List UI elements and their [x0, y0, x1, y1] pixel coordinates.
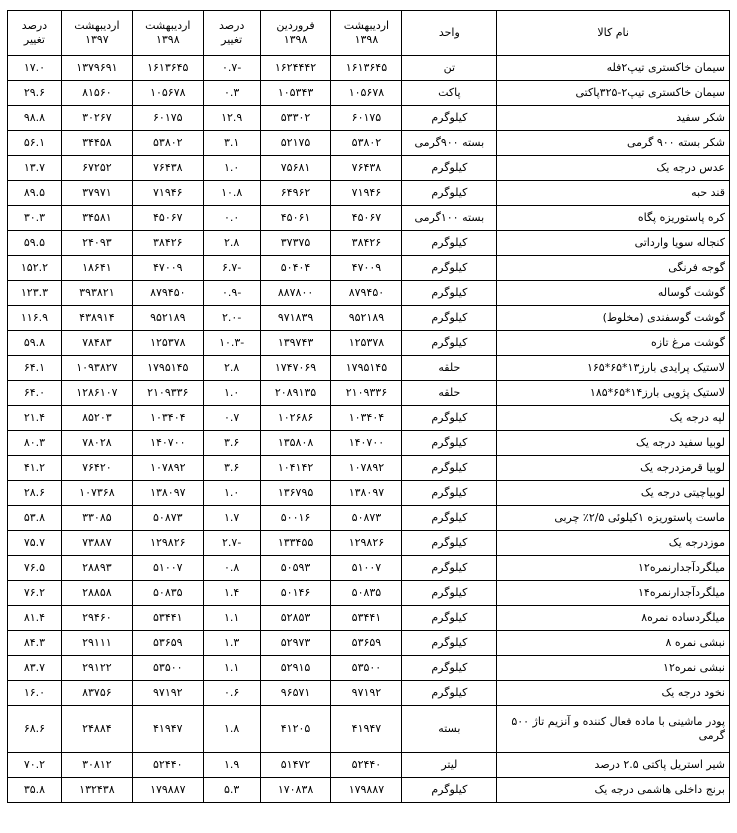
cell-monthly-change: -۱۰.۳ — [203, 331, 260, 356]
cell-ordibehesht-1397: ۲۸۸۹۳ — [61, 556, 132, 581]
table-row — [8, 256, 730, 281]
cell-yearly-change: ۷۵.۷ — [8, 531, 62, 556]
cell-unit: تن — [402, 56, 497, 81]
cell-item-name: لاستیک پرایدی بارز۱۳*۶۵*۱۶۵ — [497, 356, 730, 381]
cell-ordibehesht-1398: ۸۷۹۴۵۰ — [331, 281, 402, 306]
cell-ordibehesht-1398-b: ۶۰۱۷۵ — [132, 106, 203, 131]
cell-yearly-change: ۵۶.۱ — [8, 131, 62, 156]
cell-farvardin-1398: ۴۵۰۶۱ — [260, 206, 331, 231]
cell-ordibehesht-1398: ۹۷۱۹۲ — [331, 681, 402, 706]
cell-ordibehesht-1398-b: ۵۲۴۴۰ — [132, 753, 203, 778]
cell-monthly-change: ۱.۴ — [203, 581, 260, 606]
cell-item-name: کره پاستوریزه پگاه — [497, 206, 730, 231]
cell-unit: کیلوگرم — [402, 431, 497, 456]
cell-farvardin-1398: ۶۴۹۶۲ — [260, 181, 331, 206]
cell-ordibehesht-1398: ۱۶۱۳۶۴۵ — [331, 56, 402, 81]
cell-yearly-change: ۳۰.۳ — [8, 206, 62, 231]
header-ordibehesht-1398-b: اردیبهشت ۱۳۹۸ — [132, 11, 203, 56]
cell-monthly-change: ۱.۱ — [203, 606, 260, 631]
cell-monthly-change: ۱۰.۸ — [203, 181, 260, 206]
cell-item-name: میلگردساده نمره۸ — [497, 606, 730, 631]
cell-ordibehesht-1397: ۶۷۲۵۲ — [61, 156, 132, 181]
cell-ordibehesht-1398-b: ۱۷۹۵۱۴۵ — [132, 356, 203, 381]
cell-yearly-change: ۹۸.۸ — [8, 106, 62, 131]
cell-ordibehesht-1398-b: ۷۶۴۳۸ — [132, 156, 203, 181]
cell-monthly-change: ۰.۷ — [203, 406, 260, 431]
cell-monthly-change: ۲.۸ — [203, 231, 260, 256]
cell-farvardin-1398: ۱۳۹۷۴۳ — [260, 331, 331, 356]
cell-farvardin-1398: ۵۰۱۴۶ — [260, 581, 331, 606]
cell-ordibehesht-1398-b: ۵۳۵۰۰ — [132, 656, 203, 681]
cell-item-name: شیر استریل پاکتی ۲.۵ درصد — [497, 753, 730, 778]
cell-yearly-change: ۸۳.۷ — [8, 656, 62, 681]
cell-monthly-change: ۱.۱ — [203, 656, 260, 681]
cell-ordibehesht-1398-b: ۱۶۱۳۶۴۵ — [132, 56, 203, 81]
cell-ordibehesht-1398-b: ۱۴۰۷۰۰ — [132, 431, 203, 456]
cell-yearly-change: ۲۱.۴ — [8, 406, 62, 431]
cell-farvardin-1398: ۹۶۵۷۱ — [260, 681, 331, 706]
cell-ordibehesht-1398-b: ۱۰۳۴۰۴ — [132, 406, 203, 431]
cell-unit: کیلوگرم — [402, 556, 497, 581]
cell-ordibehesht-1398: ۱۰۷۸۹۲ — [331, 456, 402, 481]
cell-ordibehesht-1397: ۳۴۴۵۸ — [61, 131, 132, 156]
cell-ordibehesht-1397: ۳۴۵۸۱ — [61, 206, 132, 231]
cell-farvardin-1398: ۱۷۴۷۰۶۹ — [260, 356, 331, 381]
cell-item-name: میلگردآجدارنمره۱۴ — [497, 581, 730, 606]
table-row — [8, 281, 730, 306]
table-row — [8, 456, 730, 481]
cell-ordibehesht-1398-b: ۱۳۸۰۹۷ — [132, 481, 203, 506]
cell-unit: کیلوگرم — [402, 256, 497, 281]
cell-yearly-change: ۸۹.۵ — [8, 181, 62, 206]
cell-ordibehesht-1398: ۲۱۰۹۳۳۶ — [331, 381, 402, 406]
cell-ordibehesht-1397: ۱۸۶۴۱ — [61, 256, 132, 281]
cell-item-name: گوشت مرغ تازه — [497, 331, 730, 356]
cell-ordibehesht-1397: ۱۳۷۹۶۹۱ — [61, 56, 132, 81]
cell-item-name: کنجاله سویا وارداتی — [497, 231, 730, 256]
cell-farvardin-1398: ۱۰۴۱۴۲ — [260, 456, 331, 481]
table-row — [8, 506, 730, 531]
cell-monthly-change: ۰.۰ — [203, 206, 260, 231]
cell-monthly-change: ۰.۸ — [203, 556, 260, 581]
cell-unit: کیلوگرم — [402, 656, 497, 681]
cell-monthly-change: ۳.۶ — [203, 431, 260, 456]
cell-monthly-change: -۲.۰ — [203, 306, 260, 331]
cell-unit: کیلوگرم — [402, 156, 497, 181]
cell-monthly-change: ۳.۱ — [203, 131, 260, 156]
table-row — [8, 706, 730, 753]
cell-ordibehesht-1397: ۱۳۲۴۳۸ — [61, 778, 132, 803]
cell-yearly-change: ۱۳.۷ — [8, 156, 62, 181]
cell-yearly-change: ۵۹.۵ — [8, 231, 62, 256]
cell-ordibehesht-1398-b: ۱۲۵۳۷۸ — [132, 331, 203, 356]
cell-yearly-change: ۶۸.۶ — [8, 706, 62, 753]
cell-yearly-change: ۵۳.۸ — [8, 506, 62, 531]
cell-farvardin-1398: ۳۷۳۷۵ — [260, 231, 331, 256]
cell-ordibehesht-1398: ۵۳۸۰۲ — [331, 131, 402, 156]
cell-ordibehesht-1398: ۱۳۸۰۹۷ — [331, 481, 402, 506]
cell-ordibehesht-1398: ۷۱۹۴۶ — [331, 181, 402, 206]
cell-item-name: سیمان خاکستری تیپ۲-۳۲۵پاکتی — [497, 81, 730, 106]
cell-monthly-change: ۱.۳ — [203, 631, 260, 656]
price-table — [7, 10, 730, 803]
table-body — [8, 56, 730, 803]
cell-ordibehesht-1398: ۹۵۲۱۸۹ — [331, 306, 402, 331]
cell-yearly-change: ۱۷.۰ — [8, 56, 62, 81]
table-row — [8, 778, 730, 803]
cell-yearly-change: ۱۱۶.۹ — [8, 306, 62, 331]
cell-farvardin-1398: ۴۱۲۰۵ — [260, 706, 331, 753]
cell-farvardin-1398: ۵۱۴۷۲ — [260, 753, 331, 778]
cell-monthly-change: -۲.۷ — [203, 531, 260, 556]
cell-unit: کیلوگرم — [402, 778, 497, 803]
cell-ordibehesht-1397: ۷۳۸۸۷ — [61, 531, 132, 556]
cell-farvardin-1398: ۲۰۸۹۱۳۵ — [260, 381, 331, 406]
cell-ordibehesht-1398: ۵۳۵۰۰ — [331, 656, 402, 681]
cell-item-name: شکر بسته ۹۰۰ گرمی — [497, 131, 730, 156]
cell-ordibehesht-1398: ۱۲۵۳۷۸ — [331, 331, 402, 356]
cell-ordibehesht-1397: ۳۳۰۸۵ — [61, 506, 132, 531]
cell-yearly-change: ۱۶.۰ — [8, 681, 62, 706]
table-row — [8, 381, 730, 406]
cell-ordibehesht-1398: ۱۰۵۶۷۸ — [331, 81, 402, 106]
table-row — [8, 156, 730, 181]
cell-farvardin-1398: ۵۲۹۱۵ — [260, 656, 331, 681]
cell-monthly-change: ۱.۹ — [203, 753, 260, 778]
cell-farvardin-1398: ۱۳۵۸۰۸ — [260, 431, 331, 456]
cell-unit: لیتر — [402, 753, 497, 778]
cell-item-name: گوجه فرنگی — [497, 256, 730, 281]
cell-ordibehesht-1398: ۷۶۴۳۸ — [331, 156, 402, 181]
cell-item-name: پودر ماشینی با ماده فعال کننده و آنزیم تاژ ۵۰۰ گرمی — [497, 706, 730, 753]
cell-ordibehesht-1398: ۵۳۶۵۹ — [331, 631, 402, 656]
cell-unit: بسته ۱۰۰گرمی — [402, 206, 497, 231]
table-row — [8, 631, 730, 656]
cell-farvardin-1398: ۵۲۸۵۳ — [260, 606, 331, 631]
header-item-name: نام کالا — [497, 11, 730, 56]
cell-unit: کیلوگرم — [402, 681, 497, 706]
table-row — [8, 231, 730, 256]
cell-ordibehesht-1397: ۳۷۹۷۱ — [61, 181, 132, 206]
cell-farvardin-1398: ۵۲۹۷۳ — [260, 631, 331, 656]
cell-monthly-change: ۰.۳ — [203, 81, 260, 106]
cell-yearly-change: ۲۹.۶ — [8, 81, 62, 106]
cell-unit: کیلوگرم — [402, 631, 497, 656]
header-monthly-change: درصد تغییر — [203, 11, 260, 56]
cell-item-name: عدس درجه یک — [497, 156, 730, 181]
cell-ordibehesht-1398: ۴۵۰۶۷ — [331, 206, 402, 231]
cell-item-name: شکر سفید — [497, 106, 730, 131]
cell-unit: کیلوگرم — [402, 506, 497, 531]
cell-monthly-change: -۰.۷ — [203, 56, 260, 81]
cell-item-name: نبشی نمره ۸ — [497, 631, 730, 656]
cell-ordibehesht-1398: ۴۱۹۴۷ — [331, 706, 402, 753]
cell-item-name: گوشت گوساله — [497, 281, 730, 306]
cell-ordibehesht-1397: ۷۶۴۲۰ — [61, 456, 132, 481]
cell-ordibehesht-1397: ۸۳۷۵۶ — [61, 681, 132, 706]
cell-ordibehesht-1398-b: ۵۰۸۳۵ — [132, 581, 203, 606]
cell-monthly-change: ۱.۰ — [203, 381, 260, 406]
cell-ordibehesht-1397: ۲۹۴۶۰ — [61, 606, 132, 631]
cell-unit: کیلوگرم — [402, 106, 497, 131]
table-row — [8, 531, 730, 556]
cell-ordibehesht-1398-b: ۲۱۰۹۳۳۶ — [132, 381, 203, 406]
cell-ordibehesht-1398-b: ۴۷۰۰۹ — [132, 256, 203, 281]
cell-ordibehesht-1398-b: ۸۷۹۴۵۰ — [132, 281, 203, 306]
cell-item-name: لوبیاچیتی درجه یک — [497, 481, 730, 506]
cell-yearly-change: ۳۵.۸ — [8, 778, 62, 803]
table-row — [8, 681, 730, 706]
cell-monthly-change: ۱.۰ — [203, 156, 260, 181]
cell-ordibehesht-1397: ۲۹۱۱۱ — [61, 631, 132, 656]
cell-item-name: لوبیا قرمزدرجه یک — [497, 456, 730, 481]
table-row — [8, 206, 730, 231]
cell-ordibehesht-1397: ۴۳۸۹۱۴ — [61, 306, 132, 331]
cell-ordibehesht-1398-b: ۵۳۸۰۲ — [132, 131, 203, 156]
cell-monthly-change: ۰.۶ — [203, 681, 260, 706]
cell-ordibehesht-1397: ۳۰۸۱۲ — [61, 753, 132, 778]
cell-item-name: لپه درجه یک — [497, 406, 730, 431]
cell-ordibehesht-1398: ۵۲۴۴۰ — [331, 753, 402, 778]
cell-unit: حلقه — [402, 356, 497, 381]
cell-ordibehesht-1398-b: ۵۳۴۴۱ — [132, 606, 203, 631]
cell-ordibehesht-1398: ۱۷۹۵۱۴۵ — [331, 356, 402, 381]
cell-ordibehesht-1398: ۵۰۸۳۵ — [331, 581, 402, 606]
cell-item-name: ماست پاستوریزه ۱کیلوئی ۲/۵٪ چربی — [497, 506, 730, 531]
cell-yearly-change: ۸۴.۳ — [8, 631, 62, 656]
header-row — [8, 11, 730, 56]
table-row — [8, 306, 730, 331]
header-yearly-change: درصد تغییر — [8, 11, 62, 56]
table-row — [8, 106, 730, 131]
cell-yearly-change: ۶۴.۱ — [8, 356, 62, 381]
cell-ordibehesht-1398-b: ۷۱۹۴۶ — [132, 181, 203, 206]
cell-farvardin-1398: ۱۰۵۳۴۳ — [260, 81, 331, 106]
cell-ordibehesht-1398-b: ۵۰۸۷۳ — [132, 506, 203, 531]
header-unit: واحد — [402, 11, 497, 56]
table-row — [8, 181, 730, 206]
cell-farvardin-1398: ۱۷۰۸۳۸ — [260, 778, 331, 803]
cell-ordibehesht-1397: ۲۴۸۸۴ — [61, 706, 132, 753]
cell-ordibehesht-1398-b: ۵۳۶۵۹ — [132, 631, 203, 656]
cell-ordibehesht-1398-b: ۱۰۵۶۷۸ — [132, 81, 203, 106]
cell-monthly-change: -۶.۷ — [203, 256, 260, 281]
cell-farvardin-1398: ۵۳۳۰۲ — [260, 106, 331, 131]
cell-item-name: نبشی نمره۱۲ — [497, 656, 730, 681]
cell-ordibehesht-1397: ۷۸۴۸۳ — [61, 331, 132, 356]
cell-item-name: میلگردآجدارنمره۱۲ — [497, 556, 730, 581]
cell-monthly-change: ۳.۶ — [203, 456, 260, 481]
cell-farvardin-1398: ۵۰۴۰۴ — [260, 256, 331, 281]
table-row — [8, 81, 730, 106]
cell-unit: کیلوگرم — [402, 531, 497, 556]
table-row — [8, 556, 730, 581]
cell-yearly-change: ۶۴.۰ — [8, 381, 62, 406]
cell-ordibehesht-1398-b: ۵۱۰۰۷ — [132, 556, 203, 581]
cell-unit: کیلوگرم — [402, 181, 497, 206]
table-row — [8, 481, 730, 506]
cell-unit: کیلوگرم — [402, 281, 497, 306]
cell-farvardin-1398: ۹۷۱۸۳۹ — [260, 306, 331, 331]
cell-unit: کیلوگرم — [402, 306, 497, 331]
cell-ordibehesht-1397: ۲۸۸۵۸ — [61, 581, 132, 606]
table-row — [8, 656, 730, 681]
cell-unit: پاکت — [402, 81, 497, 106]
cell-farvardin-1398: ۵۰۵۹۳ — [260, 556, 331, 581]
cell-ordibehesht-1398: ۳۸۴۲۶ — [331, 231, 402, 256]
table-row — [8, 331, 730, 356]
cell-yearly-change: ۵۹.۸ — [8, 331, 62, 356]
cell-ordibehesht-1397: ۳۰۲۶۷ — [61, 106, 132, 131]
cell-ordibehesht-1398: ۵۳۴۴۱ — [331, 606, 402, 631]
cell-yearly-change: ۸۱.۴ — [8, 606, 62, 631]
cell-ordibehesht-1398-b: ۱۷۹۸۸۷ — [132, 778, 203, 803]
cell-farvardin-1398: ۱۰۲۶۸۶ — [260, 406, 331, 431]
table-row — [8, 581, 730, 606]
cell-ordibehesht-1398: ۵۱۰۰۷ — [331, 556, 402, 581]
cell-ordibehesht-1398-b: ۴۱۹۴۷ — [132, 706, 203, 753]
cell-monthly-change: ۱.۸ — [203, 706, 260, 753]
cell-ordibehesht-1397: ۱۲۸۶۱۰۷ — [61, 381, 132, 406]
cell-farvardin-1398: ۵۲۱۷۵ — [260, 131, 331, 156]
header-ordibehesht-1398: اردیبهشت ۱۳۹۸ — [331, 11, 402, 56]
cell-yearly-change: ۷۶.۵ — [8, 556, 62, 581]
cell-ordibehesht-1398: ۴۷۰۰۹ — [331, 256, 402, 281]
cell-unit: کیلوگرم — [402, 606, 497, 631]
cell-farvardin-1398: ۷۵۶۸۱ — [260, 156, 331, 181]
cell-unit: حلقه — [402, 381, 497, 406]
cell-monthly-change: ۱۲.۹ — [203, 106, 260, 131]
cell-ordibehesht-1398: ۵۰۸۷۳ — [331, 506, 402, 531]
cell-item-name: گوشت گوسفندی (مخلوط) — [497, 306, 730, 331]
cell-monthly-change: ۵.۳ — [203, 778, 260, 803]
cell-ordibehesht-1397: ۲۴۰۹۳ — [61, 231, 132, 256]
header-farvardin-1398: فروردین ۱۳۹۸ — [260, 11, 331, 56]
cell-ordibehesht-1398-b: ۹۷۱۹۲ — [132, 681, 203, 706]
cell-farvardin-1398: ۵۰۰۱۶ — [260, 506, 331, 531]
table-row — [8, 431, 730, 456]
cell-monthly-change: ۱.۷ — [203, 506, 260, 531]
cell-yearly-change: ۲۸.۶ — [8, 481, 62, 506]
cell-item-name: موزدرجه یک — [497, 531, 730, 556]
cell-item-name: لاستیک پژویی بارز۱۴*۶۵*۱۸۵ — [497, 381, 730, 406]
cell-monthly-change: ۱.۰ — [203, 481, 260, 506]
cell-unit: بسته ۹۰۰گرمی — [402, 131, 497, 156]
cell-item-name: سیمان خاکستری تیپ۲فله — [497, 56, 730, 81]
cell-unit: کیلوگرم — [402, 481, 497, 506]
cell-item-name: برنج داخلی هاشمی درجه یک — [497, 778, 730, 803]
cell-ordibehesht-1397: ۱۰۹۳۸۲۷ — [61, 356, 132, 381]
table-row — [8, 56, 730, 81]
cell-ordibehesht-1398: ۱۲۹۸۲۶ — [331, 531, 402, 556]
cell-ordibehesht-1398-b: ۳۸۴۲۶ — [132, 231, 203, 256]
cell-ordibehesht-1398: ۱۰۳۴۰۴ — [331, 406, 402, 431]
cell-yearly-change: ۷۶.۲ — [8, 581, 62, 606]
cell-yearly-change: ۷۰.۲ — [8, 753, 62, 778]
cell-ordibehesht-1398-b: ۹۵۲۱۸۹ — [132, 306, 203, 331]
cell-monthly-change: -۰.۹ — [203, 281, 260, 306]
cell-yearly-change: ۱۲۳.۳ — [8, 281, 62, 306]
cell-unit: کیلوگرم — [402, 406, 497, 431]
table-row — [8, 356, 730, 381]
cell-ordibehesht-1397: ۱۰۷۳۶۸ — [61, 481, 132, 506]
cell-farvardin-1398: ۱۳۶۷۹۵ — [260, 481, 331, 506]
cell-farvardin-1398: ۱۳۳۴۵۵ — [260, 531, 331, 556]
cell-farvardin-1398: ۸۸۷۸۰۰ — [260, 281, 331, 306]
table-row — [8, 406, 730, 431]
cell-ordibehesht-1397: ۲۹۱۲۲ — [61, 656, 132, 681]
cell-unit: کیلوگرم — [402, 331, 497, 356]
cell-ordibehesht-1398: ۱۷۹۸۸۷ — [331, 778, 402, 803]
cell-ordibehesht-1398: ۶۰۱۷۵ — [331, 106, 402, 131]
cell-ordibehesht-1397: ۳۹۳۸۲۱ — [61, 281, 132, 306]
cell-item-name: نخود درجه یک — [497, 681, 730, 706]
cell-unit: کیلوگرم — [402, 231, 497, 256]
cell-ordibehesht-1398-b: ۱۲۹۸۲۶ — [132, 531, 203, 556]
cell-yearly-change: ۸۰.۳ — [8, 431, 62, 456]
table-row — [8, 131, 730, 156]
cell-item-name: لوبیا سفید درجه یک — [497, 431, 730, 456]
cell-ordibehesht-1397: ۸۱۵۶۰ — [61, 81, 132, 106]
header-ordibehesht-1397: اردیبهشت ۱۳۹۷ — [61, 11, 132, 56]
cell-ordibehesht-1398: ۱۴۰۷۰۰ — [331, 431, 402, 456]
cell-farvardin-1398: ۱۶۲۴۴۴۲ — [260, 56, 331, 81]
cell-yearly-change: ۱۵۲.۲ — [8, 256, 62, 281]
cell-yearly-change: ۴۱.۲ — [8, 456, 62, 481]
table-row — [8, 753, 730, 778]
cell-ordibehesht-1397: ۸۵۲۰۳ — [61, 406, 132, 431]
cell-unit: کیلوگرم — [402, 581, 497, 606]
cell-ordibehesht-1398-b: ۱۰۷۸۹۲ — [132, 456, 203, 481]
cell-ordibehesht-1398-b: ۴۵۰۶۷ — [132, 206, 203, 231]
cell-ordibehesht-1397: ۷۸۰۲۸ — [61, 431, 132, 456]
table-row — [8, 606, 730, 631]
cell-unit: کیلوگرم — [402, 456, 497, 481]
cell-monthly-change: ۲.۸ — [203, 356, 260, 381]
cell-item-name: قند حبه — [497, 181, 730, 206]
cell-unit: بسته — [402, 706, 497, 753]
